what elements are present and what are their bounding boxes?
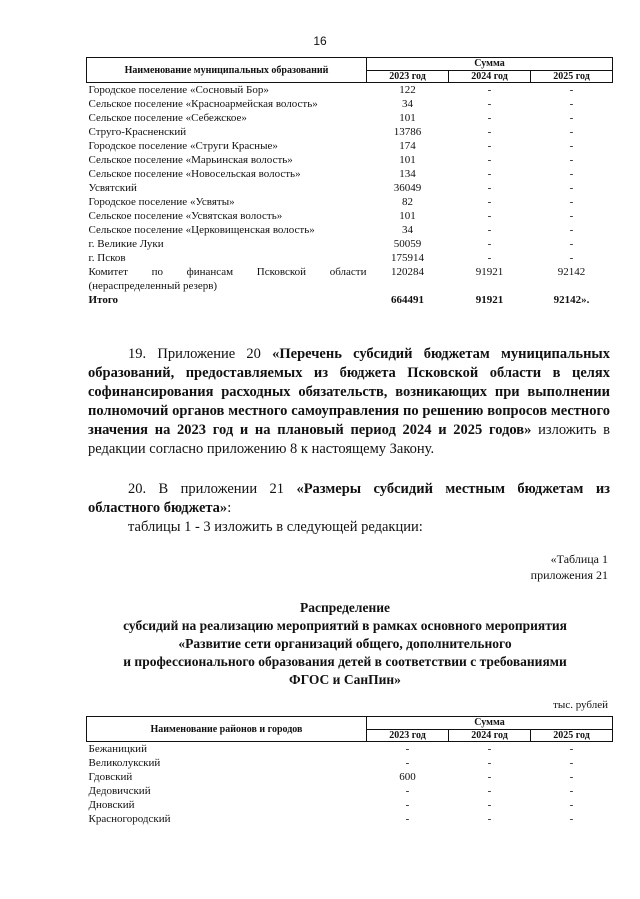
column-header-name: Наименование районов и городов [87, 717, 367, 742]
value-2023-cell: 34 [402, 98, 413, 110]
table-ref-line1: «Таблица 1 [550, 552, 608, 566]
value-2024-cell: - [487, 154, 492, 166]
value-2023-cell: - [405, 813, 410, 825]
row-name-cell: Дедовичский [88, 785, 151, 797]
table-row [87, 195, 613, 209]
value-2023-cell: 36049 [393, 182, 422, 194]
paragraph-20-tail: : [227, 500, 232, 516]
value-2025-cell: - [569, 210, 574, 222]
row-name-cell: Сельское поселение «Церковищенская волость» [88, 224, 315, 236]
value-2024-cell: - [487, 196, 492, 208]
value-2023-cell: 101 [399, 210, 416, 222]
table-row [87, 237, 613, 251]
value-2023-cell: 50059 [393, 238, 422, 250]
row-name-cell: Гдовский [88, 771, 133, 783]
row-name-cell: Струго-Красненский [88, 126, 187, 138]
value-2025-cell: - [569, 799, 574, 811]
table-row [87, 742, 613, 757]
value-2025-cell: - [569, 238, 574, 250]
table-row [87, 756, 613, 770]
table-row [87, 812, 613, 826]
table-row [87, 293, 613, 307]
value-2025-cell: - [569, 182, 574, 194]
value-2024-cell: - [487, 252, 492, 264]
row-name-cell: Сельское поселение «Красноармейская волость» [88, 98, 318, 110]
table-row [87, 223, 613, 237]
title-line2: субсидий на реализацию мероприятий в рамках основного мероприятия [123, 618, 567, 633]
value-2025-cell: - [569, 140, 574, 152]
value-2025-cell: 92142». [553, 294, 590, 306]
subsidy-table-1 [86, 57, 613, 307]
table-row [87, 97, 613, 111]
value-2025-cell: - [569, 84, 574, 96]
value-2024-cell: - [487, 112, 492, 124]
table-row [87, 265, 613, 293]
paragraph-20 [88, 480, 610, 518]
table-body [87, 742, 613, 827]
value-2024-cell: - [487, 238, 492, 250]
table-row [87, 83, 613, 98]
column-header-2024: 2024 год [449, 70, 531, 83]
value-2025-cell: - [569, 743, 574, 755]
table-row [87, 139, 613, 153]
column-header-sum: Сумма [367, 717, 613, 730]
value-2023-cell: 664491 [391, 294, 424, 306]
column-header-2024: 2024 год [449, 729, 531, 742]
paragraph-19-lead: 19. Приложение 20 [128, 346, 273, 362]
value-2025-cell: - [569, 154, 574, 166]
value-2024-cell: - [487, 168, 492, 180]
table-row [87, 153, 613, 167]
value-2024-cell: - [487, 182, 492, 194]
table-row [87, 111, 613, 125]
paragraph-20-bold: «Размеры субсидий местным бюджетам из областного бюджета» [88, 481, 611, 516]
value-2023-cell: 120284 [391, 266, 424, 278]
title-line1: Распределение [299, 600, 391, 615]
value-2024-cell: - [487, 743, 492, 755]
value-2025-cell: 92142 [557, 266, 586, 278]
row-name-cell [87, 265, 367, 293]
value-2025-cell: - [569, 98, 574, 110]
row-name-cell: Усвятский [88, 182, 137, 194]
value-2024-cell: - [487, 126, 492, 138]
value-2025-cell: - [569, 224, 574, 236]
table-body [87, 83, 613, 308]
value-2024-cell: - [487, 757, 492, 769]
column-header-name: Наименование муниципальных образований [87, 58, 367, 83]
value-2024-cell: - [487, 799, 492, 811]
value-2023-cell: 101 [399, 154, 416, 166]
column-header-2025: 2025 год [531, 729, 613, 742]
row-name-cell: Городское поселение «Струги Красные» [88, 140, 278, 152]
value-2023-cell: 13786 [393, 126, 422, 138]
value-2023-cell: 34 [402, 224, 413, 236]
value-2023-cell: 82 [402, 196, 413, 208]
row-name-cell: Дновский [88, 799, 135, 811]
value-2024-cell: - [487, 98, 492, 110]
value-2025-cell: - [569, 757, 574, 769]
value-2024-cell: - [487, 140, 492, 152]
table-ref-line2: приложения 21 [530, 568, 608, 582]
value-2023-cell: 122 [399, 84, 416, 96]
value-2023-cell: - [405, 743, 410, 755]
column-header-2023: 2023 год [367, 70, 449, 83]
value-2023-cell: 600 [399, 771, 416, 783]
row-name-cell: Великолукский [88, 757, 161, 769]
units-label: тыс. рублей [553, 699, 608, 711]
value-2023-cell: - [405, 757, 410, 769]
paragraph-20-lead: 20. В приложении 21 [128, 481, 297, 497]
paragraph-20-line2: таблицы 1 - 3 изложить в следующей редакции: [128, 519, 423, 535]
title-line3: «Развитие сети организаций общего, дополнительного [178, 636, 512, 651]
value-2025-cell: - [569, 168, 574, 180]
value-2023-cell: - [405, 785, 410, 797]
column-header-sum: Сумма [367, 58, 613, 71]
table-row [87, 209, 613, 223]
subsidy-table-2 [86, 716, 613, 826]
value-2023-cell: 101 [399, 112, 416, 124]
row-name-cell: Красногородский [88, 813, 171, 825]
value-2024-cell: 91921 [475, 294, 504, 306]
value-2024-cell: - [487, 771, 492, 783]
value-2025-cell: - [569, 785, 574, 797]
row-name-cell: Городское поселение «Усвяты» [88, 196, 235, 208]
section-title [80, 599, 610, 689]
row-name-cell: Городское поселение «Сосновый Бор» [88, 84, 269, 96]
table-row [87, 181, 613, 195]
table-row [87, 784, 613, 798]
value-2025-cell: - [569, 112, 574, 124]
row-name-cell: Итого [88, 294, 119, 306]
value-2024-cell: - [487, 813, 492, 825]
value-2023-cell: - [405, 799, 410, 811]
page-number: 16 [313, 34, 327, 48]
row-name-cell: Сельское поселение «Усвятская волость» [88, 210, 283, 222]
row-name-cell: Сельское поселение «Новосельская волость» [88, 168, 301, 180]
value-2024-cell: - [487, 224, 492, 236]
title-line4: и профессионального образования детей в соответствии с требованиями [123, 654, 567, 669]
table-row [87, 167, 613, 181]
table-reference [531, 551, 608, 583]
committee-name-line1: Комитет по финансам Псковской области [88, 266, 367, 278]
table-row [87, 770, 613, 784]
column-header-2025: 2025 год [531, 70, 613, 83]
value-2025-cell: - [569, 196, 574, 208]
row-name-cell: г. Псков [88, 252, 126, 264]
value-2023-cell: 175914 [391, 252, 424, 264]
committee-name-line2: (нераспределенный резерв) [88, 280, 218, 292]
value-2025-cell: - [569, 771, 574, 783]
value-2025-cell: - [569, 813, 574, 825]
value-2025-cell: - [569, 252, 574, 264]
table-row [87, 125, 613, 139]
column-header-2023: 2023 год [367, 729, 449, 742]
value-2023-cell: 134 [399, 168, 416, 180]
paragraph-19-tail: изложить в редакции согласно приложению 8 к настоящему Закону. [88, 422, 611, 457]
row-name-cell: Сельское поселение «Марьинская волость» [88, 154, 293, 166]
value-2023-cell: 174 [399, 140, 416, 152]
row-name-cell: Сельское поселение «Себежское» [88, 112, 247, 124]
paragraph-19-bold: «Перечень субсидий бюджетам муниципальных образований, предоставляемых из бюджета Псковской области в целях софинансирования расходных обязательств, возникающих при выполнении полномочий органов местного самоуправления по решению вопросов местного значения на 2023 год и на плановый период 2024 и 2025 годов» [88, 346, 611, 438]
table-row [87, 798, 613, 812]
table-row [87, 251, 613, 265]
value-2025-cell: - [569, 126, 574, 138]
value-2024-cell: - [487, 84, 492, 96]
row-name-cell: Бежаницкий [88, 743, 147, 755]
value-2024-cell: - [487, 785, 492, 797]
row-name-cell: г. Великие Луки [88, 238, 164, 250]
value-2024-cell: - [487, 210, 492, 222]
paragraph-19 [88, 345, 610, 459]
title-line5: ФГОС и СанПин» [289, 672, 401, 687]
value-2024-cell: 91921 [475, 266, 504, 278]
